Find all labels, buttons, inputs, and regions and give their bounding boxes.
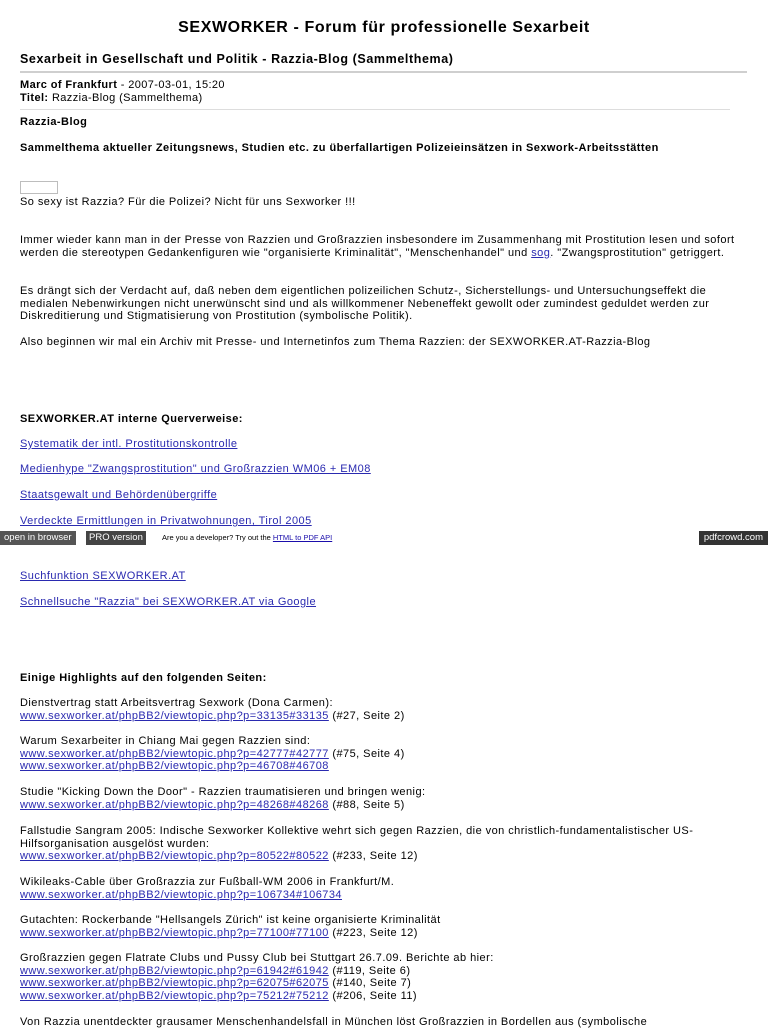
paragraph-suspicion: Es drängt sich der Verdacht auf, daß neben dem eigentlichen polizeilichen Schutz-, Sicherstellungs- und Untersuchungseffekt die medialen Nebenwirkungen nicht unerwünscht sind und als willkommener Nebeneffekt gewollt oder zumindest geduldet werden zur Diskreditierung und Stigmatisierung von Prostitution (symbolische Politik).: [20, 285, 710, 322]
highlight-note: (#75, Seite 4): [328, 747, 405, 760]
topic-title: Sexarbeit in Gesellschaft und Politik - Razzia-Blog (Sammelthema): [20, 52, 454, 66]
highlight-text: Fallstudie Sangram 2005: Indische Sexworker Kollektive wehrt sich gegen Razzien, die von christlich-fundamentalistischer US-Hilfsorganisation ausgelöst wurden:: [20, 825, 694, 850]
post-title-value: Razzia-Blog (Sammelthema): [48, 92, 203, 104]
highlight-link[interactable]: www.sexworker.at/phpBB2/viewtopic.php?p=42777#42777: [20, 747, 329, 760]
highlight-item: [20, 876, 748, 901]
highlight-link[interactable]: www.sexworker.at/phpBB2/viewtopic.php?p=33135#33135: [20, 709, 329, 722]
paragraph-intro: So sexy ist Razzia? Für die Polizei? Nicht für uns Sexworker !!!: [20, 196, 356, 208]
post-title-label: Titel:: [20, 92, 49, 104]
highlight-text: Wikileaks-Cable über Großrazzia zur Fußball-WM 2006 in Frankfurt/M.: [20, 876, 395, 888]
highlight-link[interactable]: www.sexworker.at/phpBB2/viewtopic.php?p=80522#80522: [20, 850, 329, 862]
divider: [20, 109, 730, 110]
highlight-link[interactable]: www.sexworker.at/phpBB2/viewtopic.php?p=61942#61942: [20, 964, 329, 977]
highlight-item: [20, 735, 748, 773]
ref-link[interactable]: Verdeckte Ermittlungen in Privatwohnungen, Tirol 2005: [20, 515, 312, 527]
sog-link[interactable]: sog: [531, 246, 551, 259]
ref-link[interactable]: Systematik der intl. Prostitutionskontrolle: [20, 438, 238, 450]
highlight-link[interactable]: www.sexworker.at/phpBB2/viewtopic.php?p=75212#75212: [20, 989, 329, 1002]
paragraph-text: Immer wieder kann man in der Presse von Razzien und Großrazzien insbesondere im Zusammenhang mit Prostitution lesen und sofort werden die stereotypen Gedankenfiguren wie "organisierte Kriminalität", "Menschenhandel" und: [20, 234, 735, 259]
highlight-note: (#206, Seite 11): [328, 989, 418, 1002]
post-meta: [20, 79, 225, 105]
post-subheading: Sammelthema aktueller Zeitungsnews, Studien etc. zu überfallartigen Polizeieinsätzen in Sexwork-Arbeitsstätten: [20, 142, 659, 154]
highlight-item: [20, 697, 748, 722]
highlight-link[interactable]: www.sexworker.at/phpBB2/viewtopic.php?p=62075#62075: [20, 977, 329, 989]
paragraph-text: . "Zwangsprostitution" getriggert.: [550, 246, 725, 259]
google-search-link[interactable]: Schnellsuche "Razzia" bei SEXWORKER.AT via Google: [20, 596, 317, 608]
highlights-heading: Einige Highlights auf den folgenden Seiten:: [20, 672, 267, 684]
highlight-item: [20, 914, 748, 939]
image-placeholder: [20, 181, 58, 194]
paragraph-press: [20, 234, 748, 259]
highlight-text: Gutachten: Rockerbande "Hellsangels Zürich" ist keine organisierte Kriminalität: [20, 914, 441, 926]
highlight-link[interactable]: www.sexworker.at/phpBB2/viewtopic.php?p=48268#48268: [20, 798, 329, 811]
ref-link[interactable]: Medienhype "Zwangsprostitution" und Großrazzien WM06 + EM08: [20, 463, 371, 475]
highlight-note: (#119, Seite 6): [328, 964, 411, 977]
refs-heading: SEXWORKER.AT interne Querverweise:: [20, 413, 243, 425]
highlight-text: Dienstvertrag statt Arbeitsvertrag Sexwork (Dona Carmen):: [20, 697, 333, 709]
search-link[interactable]: Suchfunktion SEXWORKER.AT: [20, 570, 186, 582]
pdf-toolbar: [0, 531, 768, 545]
site-title: SEXWORKER - Forum für professionelle Sexarbeit: [178, 19, 590, 36]
developer-note-text: Are you a developer? Try out the: [162, 533, 273, 542]
highlight-text: Von Razzia unentdeckter grausamer Menschenhandelsfall in München löst Großrazzien in Bordellen aus (symbolische: [20, 1016, 648, 1028]
html-to-pdf-api-link[interactable]: HTML to PDF API: [272, 533, 333, 542]
highlight-text: Großrazzien gegen Flatrate Clubs und Pussy Club bei Stuttgart 26.7.09. Berichte ab hier:: [20, 952, 494, 964]
highlight-text: Warum Sexarbeiter in Chiang Mai gegen Razzien sind:: [20, 735, 311, 747]
ref-link[interactable]: Staatsgewalt und Behördenübergriffe: [20, 489, 218, 501]
highlight-link[interactable]: www.sexworker.at/phpBB2/viewtopic.php?p=106734#106734: [20, 888, 342, 901]
pro-version-button[interactable]: PRO version: [86, 531, 146, 545]
highlight-note: (#140, Seite 7): [328, 977, 412, 989]
highlight-note: (#27, Seite 2): [328, 709, 405, 722]
highlight-item: [20, 825, 748, 863]
developer-note: [162, 533, 332, 542]
paragraph-archive: Also beginnen wir mal ein Archiv mit Presse- und Internetinfos zum Thema Razzien: der SEXWORKER.AT-Razzia-Blog: [20, 336, 651, 348]
highlight-item: [20, 952, 748, 1002]
open-in-browser-button[interactable]: open in browser: [0, 531, 76, 545]
highlight-note: (#88, Seite 5): [328, 798, 405, 811]
highlight-item: [20, 786, 748, 811]
post-date: - 2007-03-01, 15:20: [117, 79, 225, 91]
highlight-text: Studie "Kicking Down the Door" - Razzien traumatisieren und bringen wenig:: [20, 786, 426, 798]
highlight-note: (#233, Seite 12): [328, 850, 418, 862]
divider: [20, 71, 747, 73]
post-author: Marc of Frankfurt: [20, 79, 118, 91]
highlight-link[interactable]: www.sexworker.at/phpBB2/viewtopic.php?p=77100#77100: [20, 926, 329, 939]
highlight-note: (#223, Seite 12): [328, 926, 418, 939]
post-heading: Razzia-Blog: [20, 116, 88, 128]
highlight-link[interactable]: www.sexworker.at/phpBB2/viewtopic.php?p=46708#46708: [20, 760, 329, 772]
pdfcrowd-brand-link[interactable]: pdfcrowd.com: [699, 531, 768, 545]
